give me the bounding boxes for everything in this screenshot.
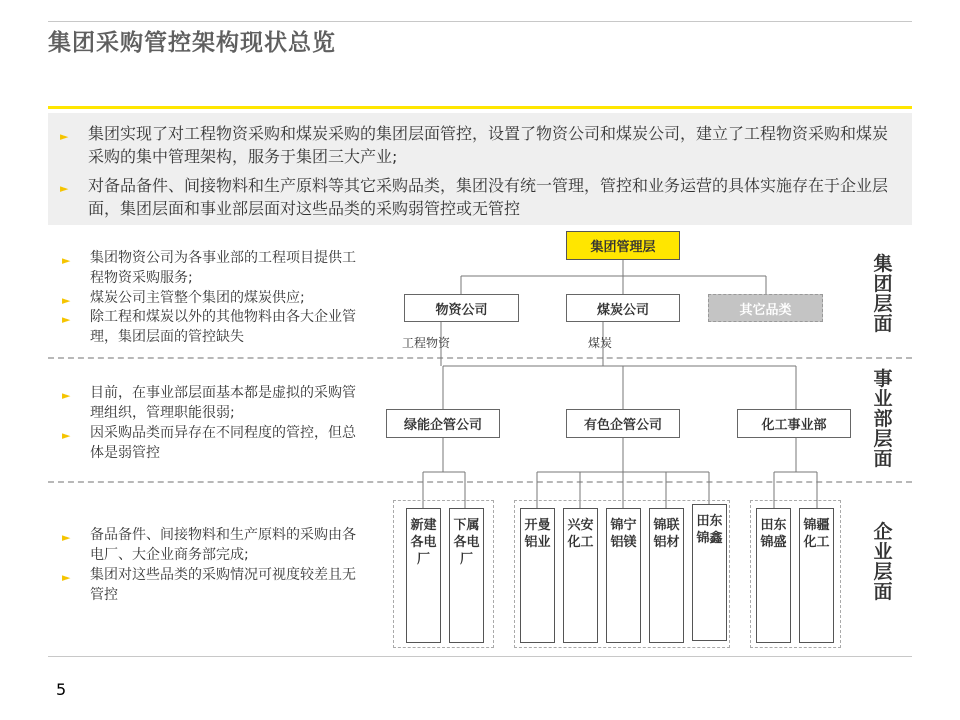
note-text: 目前，在事业部层面基本都是虚拟的采购管理组织，管理职能很弱; bbox=[90, 385, 356, 421]
bullet-icon: ► bbox=[62, 389, 71, 402]
enterprise-box: 下属各电厂 bbox=[449, 508, 484, 643]
bullet-icon: ► bbox=[62, 254, 71, 267]
note-text: 集团物资公司为各事业部的工程项目提供工程物资采购服务; bbox=[90, 250, 356, 286]
bullet-icon: ► bbox=[62, 531, 71, 544]
summary-text: 对备品备件、间接物料和生产原料等其它采购品类，集团没有统一管理，管控和业务运营的具体实施存在于企业层面，集团层面和事业部层面对这些品类的采购弱管控或无管控 bbox=[88, 176, 889, 218]
level-label-enterprise: 企业层面 bbox=[873, 521, 893, 603]
note-text: 除工程和煤炭以外的其他物料由各大企业管理，集团层面的管控缺失 bbox=[90, 309, 356, 345]
line-label: 煤炭 bbox=[588, 336, 613, 350]
enterprise-box: 新建各电厂 bbox=[406, 508, 441, 643]
bullet-icon: ► bbox=[60, 182, 69, 195]
enterprise-box: 田东锦鑫 bbox=[692, 504, 727, 641]
bullet-icon: ► bbox=[62, 429, 71, 442]
footer-rule bbox=[48, 656, 912, 657]
enterprise-box: 锦宁铝镁 bbox=[606, 508, 641, 643]
note-text: 集团对这些品类的采购情况可视度较差且无管控 bbox=[90, 567, 356, 603]
bullet-icon: ► bbox=[62, 294, 71, 307]
bullet-icon: ► bbox=[62, 571, 71, 584]
level-label-group: 集团层面 bbox=[873, 253, 893, 335]
note-text: 煤炭公司主管整个集团的煤炭供应; bbox=[90, 290, 305, 306]
division-box: 有色企管公司 bbox=[566, 409, 680, 438]
group-unit-box-other: 其它品类 bbox=[708, 294, 823, 322]
note-text: 因采购品类而异存在不同程度的管控，但总体是弱管控 bbox=[90, 425, 356, 461]
enterprise-box: 田东锦盛 bbox=[756, 508, 791, 643]
org-root-box: 集团管理层 bbox=[566, 231, 680, 260]
group-unit-box: 物资公司 bbox=[404, 294, 519, 322]
division-box: 化工事业部 bbox=[737, 409, 851, 438]
bullet-icon: ► bbox=[60, 130, 69, 143]
enterprise-box: 兴安化工 bbox=[563, 508, 598, 643]
note-text: 备品备件、间接物料和生产原料的采购由各电厂、大企业商务部完成; bbox=[90, 527, 356, 563]
enterprise-box: 开曼铝业 bbox=[520, 508, 555, 643]
page-number: 5 bbox=[56, 680, 67, 699]
bullet-icon: ► bbox=[62, 313, 71, 326]
line-label: 工程物资 bbox=[402, 336, 451, 350]
group-unit-box: 煤炭公司 bbox=[566, 294, 680, 322]
page-title: 集团采购管控架构现状总览 bbox=[48, 30, 336, 56]
enterprise-box: 锦疆化工 bbox=[799, 508, 834, 643]
division-box: 绿能企管公司 bbox=[386, 409, 500, 438]
summary-text: 集团实现了对工程物资采购和煤炭采购的集团层面管控，设置了物资公司和煤炭公司，建立了工程物资采购和煤炭采购的集中管理架构，服务于集团三大产业; bbox=[88, 124, 889, 166]
enterprise-box: 锦联铝材 bbox=[649, 508, 684, 643]
level-label-division: 事业部层面 bbox=[873, 368, 893, 470]
